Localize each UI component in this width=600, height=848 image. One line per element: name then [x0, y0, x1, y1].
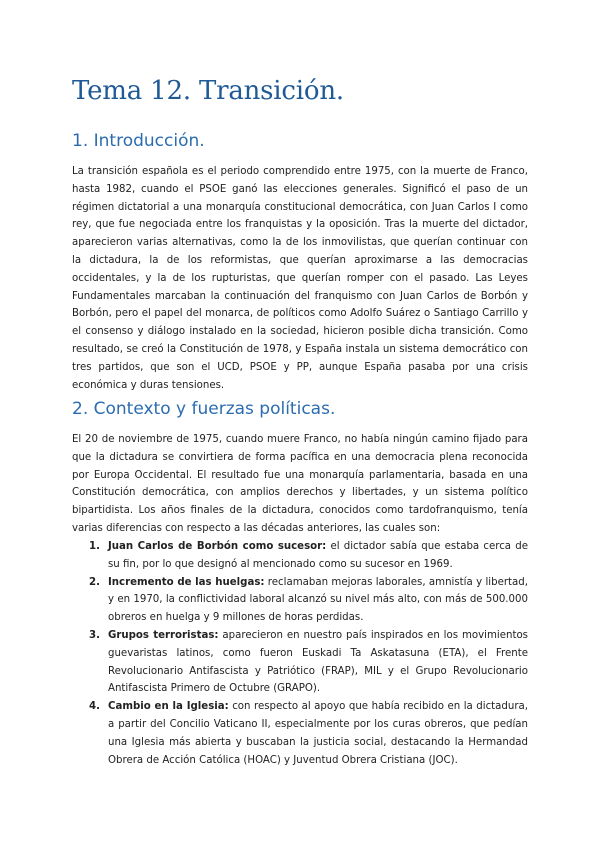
section-paragraph-introduccion: La transición española es el periodo comprendido entre 1975, con la muerte de Franco, hasta 1982, cuando el PSOE ganó las elecciones generales. Significó el paso de un régimen dictatorial a una monarquía constitucional democrática, con Juan Carlos I como rey, que fue negociada entre los franquistas y la oposición. Tras la muerte del dictador, aparecieron varias alternativas, como la de los inmovilistas, que querían continuar con la dictadura, la de los reformistas, que querían aproximarse a las democracias occidentales, y la de los rupturistas, que querían romper con el pasado. Las Leyes Fundamentales marcaban la continuación del franquismo con Juan Carlos de Borbón y Borbón, pero el papel del monarca, de políticos como Adolfo Suárez o Santiago Carrillo y el consenso y diálogo instalado en la sociedad, hicieron posible dicha transición. Como resultado, se creó la Constitución de 1978, y España instala un sistema democrático con tres partidos, que son el UCD, PSOE y PP, aunque España pasaba por una crisis económica y duras tensiones.: [72, 166, 528, 391]
list-item-label: Incremento de las huelgas:: [108, 576, 265, 588]
list-item-text: reclamaban mejoras laborales, amnistía y libertad, y en 1970, la conflictividad laboral alcanzó su nivel más alto, con más de 500.000 obreros en huelga y 9 millones de horas perdidas.: [108, 576, 528, 624]
list-item-number: 3.: [89, 629, 100, 641]
list-item-number: 4.: [89, 701, 100, 713]
list-item-label: Cambio en la Iglesia:: [108, 701, 229, 713]
list-item: [72, 574, 528, 627]
list-item-text: con respecto al apoyo que había recibido en la dictadura, a partir del Concilio Vaticano II, especialmente por los curas obreros, que pedían una Iglesia más abierta y buscaban la justicia social, destacando la Hermandad Obrera de Acción Católica (HOAC) y Juventud Obrera Cristiana (JOC).: [108, 701, 528, 766]
list-item: [72, 627, 528, 698]
list-item-label: Juan Carlos de Borbón como sucesor:: [108, 541, 327, 552]
tardofranquismo-list: [72, 538, 528, 769]
list-item-number: 1.: [89, 541, 100, 552]
list-item-number: 2.: [89, 576, 100, 588]
list-item: [72, 538, 528, 574]
list-item: [72, 698, 528, 769]
list-item-label: Grupos terroristas:: [108, 629, 219, 641]
page-title: Tema 12. Transición.: [72, 76, 344, 106]
section-heading-introduccion: 1. Introducción.: [72, 131, 205, 151]
section-heading-contexto: 2. Contexto y fuerzas políticas.: [72, 399, 336, 419]
list-item-text: el dictador sabía que estaba cerca de su fin, por lo que designó al mencionado como su sucesor en 1969.: [108, 541, 528, 570]
section-paragraph-contexto: El 20 de noviembre de 1975, cuando muere Franco, no había ningún camino fijado para que la dictadura se convirtiera de forma pacífica en una democracia plena reconocida por Europa Occidental. El resultado fue una monarquía parlamentaria, basada en una Constitución democrática, con amplios derechos y libertades, y un sistema político bipartidista. Los años finales de la dictadura, conocidos como tardofranquismo, tenía varias diferencias con respecto a las décadas anteriores, las cuales son:: [72, 434, 528, 534]
list-item-text: aparecieron en nuestro país inspirados en los movimientos guevaristas latinos, como fueron Euskadi Ta Askatasuna (ETA), el Frente Revolucionario Antifascista y Patriótico (FRAP), MIL y el Grupo Revolucionario Antifascista Primero de Octubre (GRAPO).: [108, 629, 528, 695]
